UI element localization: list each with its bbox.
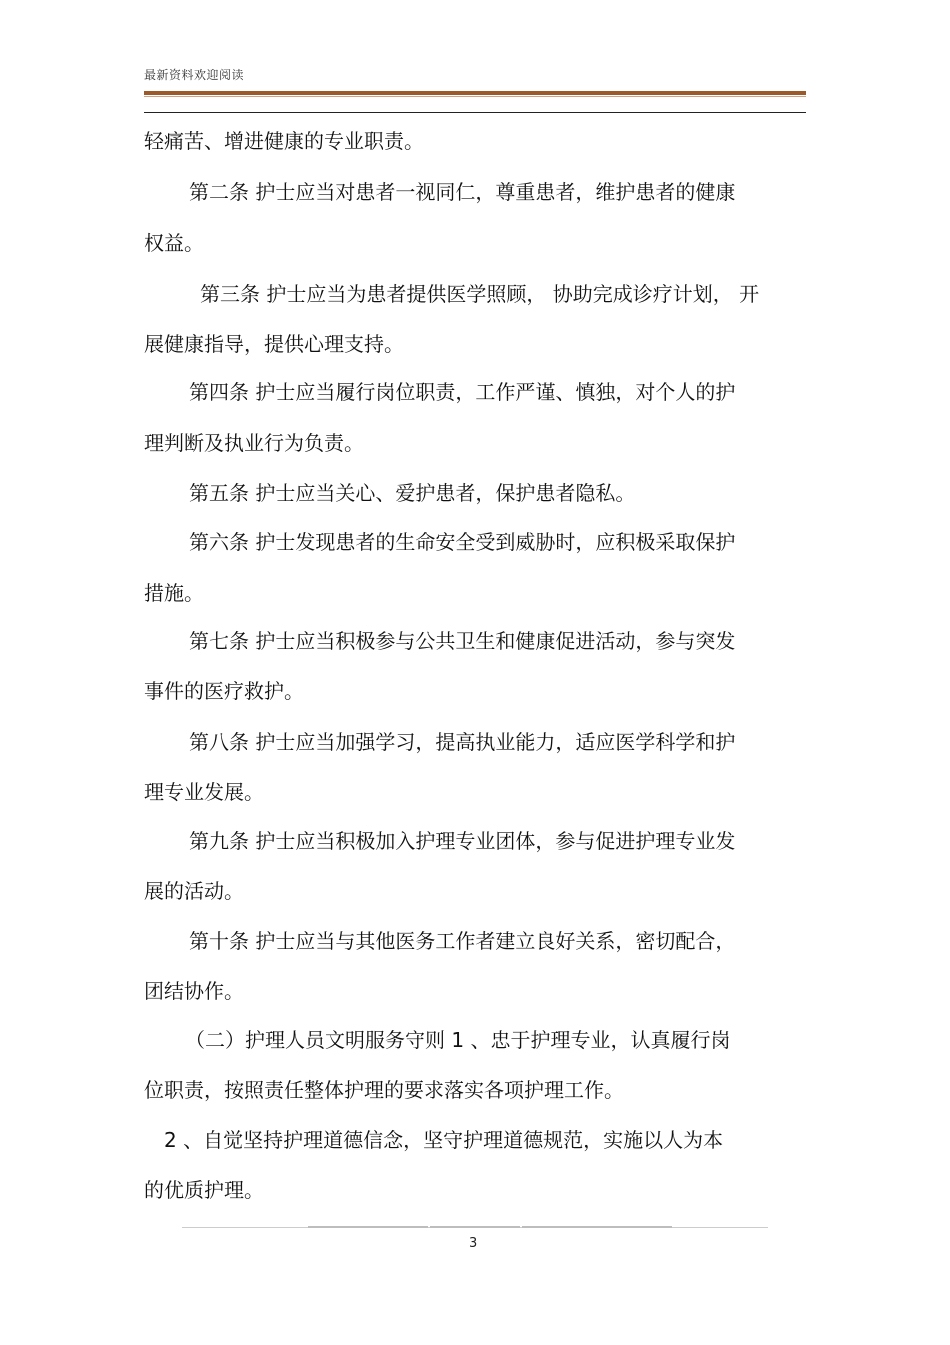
text-line: 轻痛苦、增进健康的专业职责。: [144, 129, 424, 153]
text-line: 第三条 护士应当为患者提供医学照顾， 协助完成诊疗计划， 开: [200, 282, 760, 306]
footer-rule-accent: [430, 1226, 520, 1228]
text-line: 展的活动。: [144, 879, 244, 903]
text-line: 2 、自觉坚持护理道德信念，坚守护理道德规范，实施以人为本: [164, 1128, 724, 1152]
text-line: 措施。: [144, 581, 204, 605]
footer-rule-accent: [522, 1226, 672, 1228]
footer-rule-accent: [308, 1226, 428, 1228]
text-line: 第二条 护士应当对患者一视同仁，尊重患者，维护患者的健康: [189, 180, 736, 204]
text-line: 事件的医疗救护。: [144, 679, 304, 703]
text-line: 第六条 护士发现患者的生命安全受到威胁时，应积极采取保护: [189, 530, 736, 554]
text-line: 第四条 护士应当履行岗位职责，工作严谨、慎独，对个人的护: [189, 380, 736, 404]
text-line: 的优质护理。: [144, 1178, 264, 1202]
text-line: （二）护理人员文明服务守则 1 、忠于护理专业，认真履行岗: [185, 1028, 731, 1052]
text-line: 展健康指导，提供心理支持。: [144, 332, 404, 356]
text-line: 权益。: [144, 231, 204, 255]
text-line: 团结协作。: [144, 979, 244, 1003]
text-line: 位职责，按照责任整体护理的要求落实各项护理工作。: [144, 1078, 624, 1102]
page-header: 最新资料欢迎阅读: [144, 68, 245, 82]
text-line: 理判断及执业行为负责。: [144, 431, 364, 455]
text-line: 第五条 护士应当关心、爱护患者，保护患者隐私。: [189, 481, 636, 505]
text-line: 第九条 护士应当积极加入护理专业团体，参与促进护理专业发: [189, 829, 736, 853]
page-number: 3: [469, 1236, 478, 1251]
text-line: 第七条 护士应当积极参与公共卫生和健康促进活动，参与突发: [189, 629, 736, 653]
text-line: 第八条 护士应当加强学习，提高执业能力，适应医学科学和护: [189, 730, 736, 754]
text-line: 理专业发展。: [144, 780, 264, 804]
text-line: 第十条 护士应当与其他医务工作者建立良好关系，密切配合，: [189, 929, 736, 953]
